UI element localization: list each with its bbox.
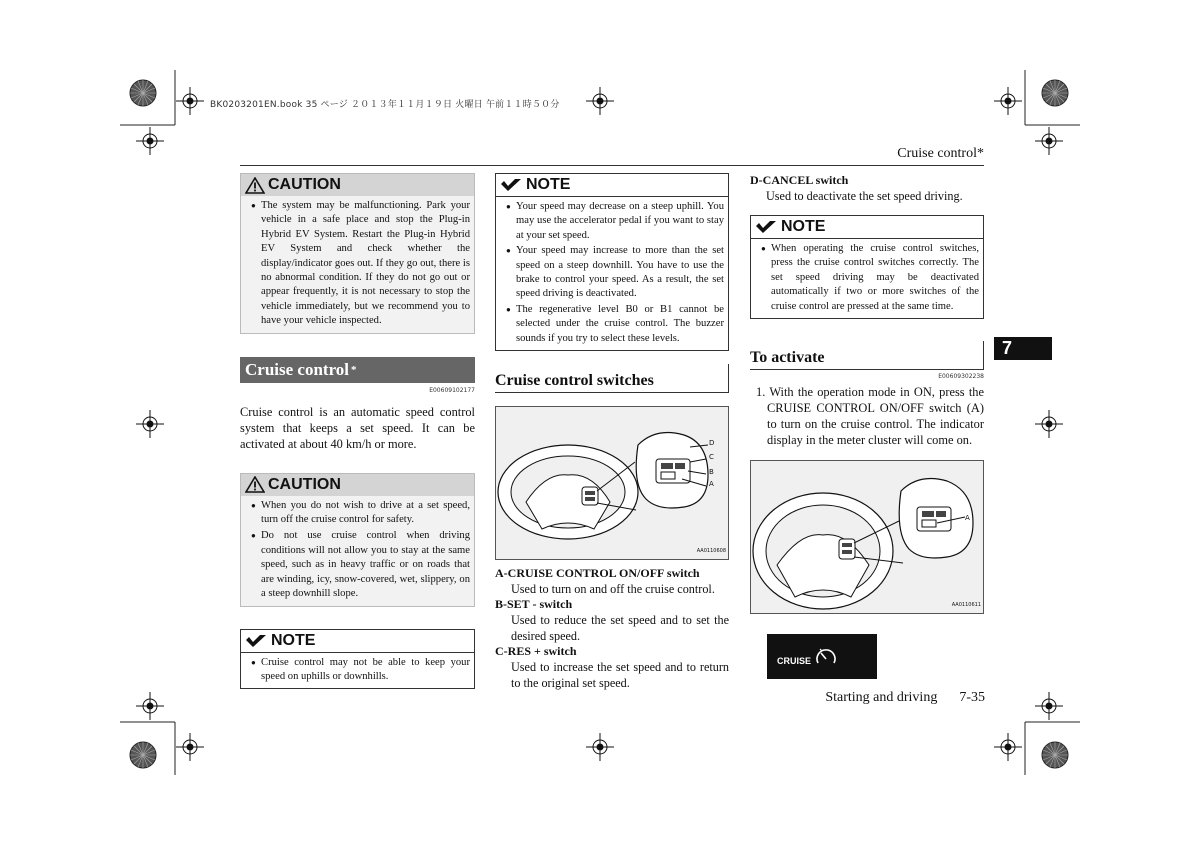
- caution-item: ● When you do not wish to drive at a set speed, turn off the cruise control for safety.: [261, 499, 470, 528]
- page-number: 7-35: [959, 690, 985, 705]
- switch-desc: Used to reduce the set speed and to set the desired speed.: [511, 613, 729, 644]
- intro-paragraph: Cruise control is an automatic speed control system that keeps a set speed. It can be activated at about 40 km/h or more.: [240, 404, 475, 451]
- note-title: NOTE: [271, 631, 316, 649]
- note-header: [496, 174, 728, 197]
- note-item: ● When operating the cruise control switches, press the cruise control switches correctly. The set speed driving may be deactivated automatically if two or more switches of the cruise control are pressed at the same time.: [771, 242, 979, 314]
- running-title: Cruise control*: [897, 146, 984, 161]
- callout-label: D: [709, 439, 715, 448]
- steering-wheel-figure: [495, 406, 729, 560]
- note-item: ● Your speed may increase to more than the set speed on a steep downhill. You have to use the brake to control your speed. As a result, the set speed driving is deactivated.: [516, 244, 724, 302]
- header-rule: [240, 165, 984, 166]
- note-box: [495, 173, 729, 351]
- steering-wheel-diagram: [751, 461, 983, 613]
- warning-triangle-icon: [245, 476, 265, 493]
- cruise-indicator-text: CRUISE: [777, 656, 812, 667]
- chapter-tab: 7: [994, 337, 1052, 360]
- file-info: BK0203201EN.book 35 ページ ２０１３年１１月１９日 火曜日 午前１１時５０分: [210, 100, 560, 110]
- note-check-icon: [500, 178, 522, 192]
- caution-box: [240, 473, 475, 607]
- caution-title: CAUTION: [268, 176, 341, 193]
- page-footer: [780, 690, 985, 706]
- caution-header: [241, 474, 474, 496]
- section-heading: Cruise control switches: [495, 364, 729, 393]
- footer-section: Starting and driving: [825, 690, 938, 705]
- switch-term: B-SET - switch: [495, 597, 573, 612]
- switch-desc: Used to turn on and off the cruise control.: [511, 582, 715, 597]
- note-check-icon: [245, 634, 267, 648]
- cruise-indicator: [767, 634, 877, 679]
- note-header: [751, 216, 983, 239]
- switch-term: C-RES + switch: [495, 644, 577, 659]
- step-1: 1. With the operation mode in ON, press the CRUISE CONTROL ON/OFF switch (A) to turn on the cruise control. The indicator display in the meter cluster will come on.: [756, 385, 984, 448]
- note-title: NOTE: [781, 218, 826, 235]
- speedometer-icon: [814, 646, 838, 668]
- note-item: ● Your speed may decrease on a steep uphill. You may use the accelerator pedal if you want to stay at your set speed.: [516, 200, 724, 243]
- callout-label: A: [965, 514, 970, 523]
- caution-header: [241, 174, 474, 196]
- note-header: [241, 630, 474, 653]
- switch-desc: Used to deactivate the set speed driving.: [766, 189, 963, 203]
- switch-term: A-CRUISE CONTROL ON/OFF switch: [495, 566, 700, 581]
- switch-term: D-CANCEL switch: [750, 173, 849, 187]
- section-code: E00609302238: [938, 373, 984, 381]
- caution-box: [240, 173, 475, 334]
- note-item: ● The regenerative level B0 or B1 cannot be selected under the cruise control. The buzzer sounds if you try to select these levels.: [516, 303, 724, 346]
- switch-list: [495, 566, 729, 691]
- steering-wheel-figure: [750, 460, 984, 614]
- note-box: [240, 629, 475, 690]
- note-check-icon: [755, 220, 777, 234]
- figure-code: AA0110608: [696, 548, 726, 555]
- switch-desc: Used to increase the set speed and to return to the original set speed.: [511, 660, 729, 691]
- note-box: [750, 215, 984, 319]
- section-heading: To activate: [750, 341, 984, 370]
- caution-item: ● The system may be malfunctioning. Park your vehicle in a safe place and stop the Plug-in Hybrid EV System. Restart the Plug-in Hybrid EV System and check whether the display/indicator goes out. If they go out, there is no abnormal condition. If they do not go out or appear frequently, it is not necessary to stop the vehicle immediately, but we recommend you to have your vehicle inspected.: [261, 199, 470, 329]
- section-title: Cruise control: [245, 359, 350, 379]
- warning-triangle-icon: [245, 177, 265, 194]
- section-heading: [240, 357, 475, 383]
- callout-label: A: [709, 480, 714, 489]
- steering-wheel-diagram: [496, 407, 728, 559]
- note-title: NOTE: [526, 176, 571, 193]
- caution-item: ● Do not use cruise control when driving conditions will not allow you to stay at the same speed, such as in heavy traffic or on roads that are winding, icy, snow-covered, wet, slippery, on a steep downhill slope.: [261, 529, 470, 601]
- figure-code: AA0110611: [951, 602, 981, 609]
- callout-label: B: [709, 468, 714, 477]
- star-mark: *: [351, 363, 357, 376]
- callout-label: C: [709, 453, 714, 462]
- caution-title: CAUTION: [268, 475, 341, 493]
- section-code: E00609102177: [429, 386, 475, 394]
- note-item: ● Cruise control may not be able to keep your speed on uphills or downhills.: [261, 656, 470, 685]
